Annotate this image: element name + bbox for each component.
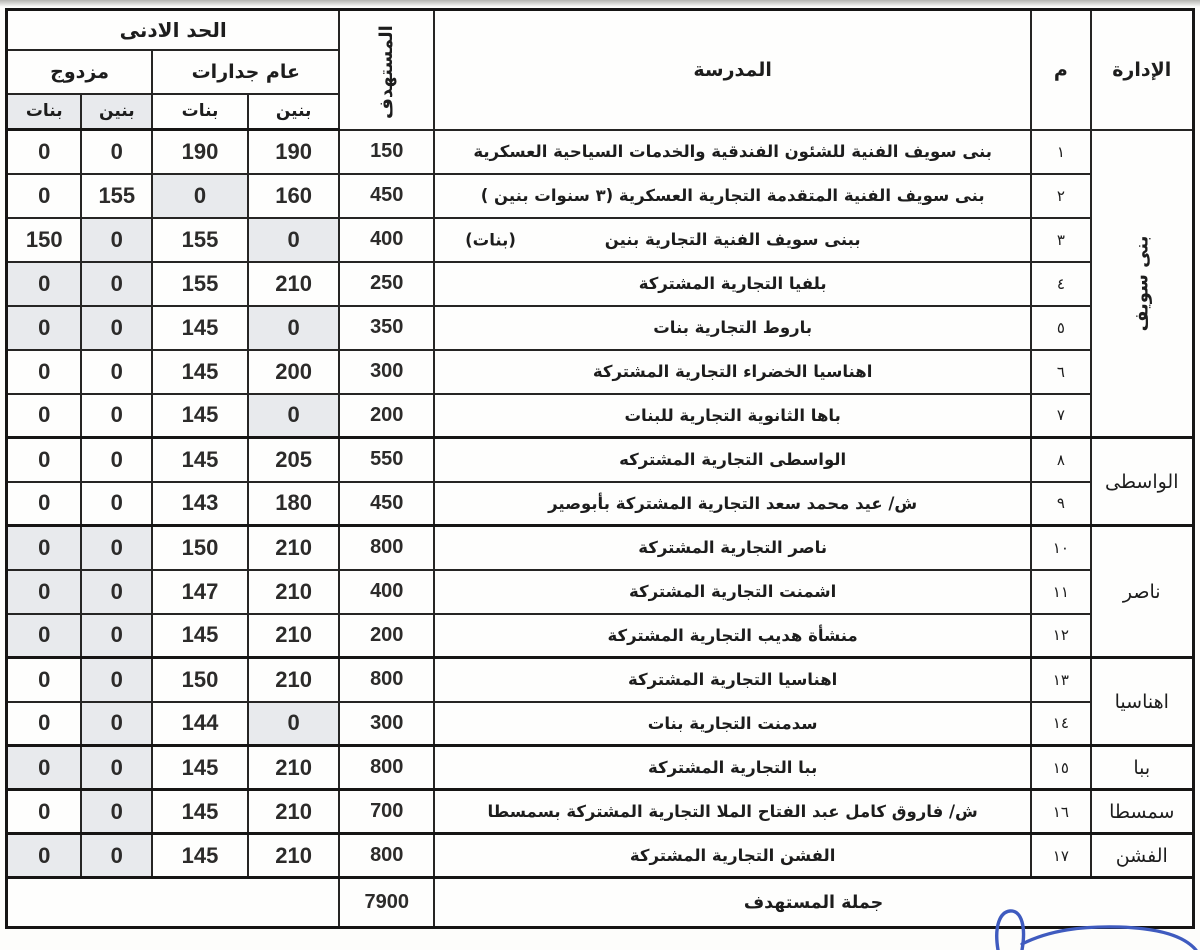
cell-dual-banat: 0 bbox=[7, 130, 82, 174]
table-row bbox=[7, 702, 1194, 746]
cell-am-banin: 205 bbox=[248, 438, 340, 482]
cell-jadarat-banat: 145 bbox=[152, 350, 248, 394]
header-dual-banin: بنين bbox=[81, 94, 152, 130]
cell-jadarat-banat: 145 bbox=[152, 746, 248, 790]
cell-am-banin: 0 bbox=[248, 218, 340, 262]
cell-dual-banin: 0 bbox=[81, 790, 152, 834]
cell-row-number: ١٢ bbox=[1031, 614, 1090, 658]
cell-dual-banin: 0 bbox=[81, 394, 152, 438]
cell-dual-banat: 0 bbox=[7, 262, 82, 306]
total-row bbox=[7, 878, 1194, 928]
cell-dual-banin: 0 bbox=[81, 482, 152, 526]
cell-school-name: ناصر التجارية المشتركة bbox=[434, 526, 1031, 570]
cell-row-number: ٣ bbox=[1031, 218, 1090, 262]
header-school: المدرسة bbox=[434, 10, 1031, 130]
cell-jadarat-banat: 147 bbox=[152, 570, 248, 614]
cell-am-banin: 0 bbox=[248, 394, 340, 438]
cell-row-number: ١٥ bbox=[1031, 746, 1090, 790]
cell-dual-banin: 0 bbox=[81, 834, 152, 878]
cell-row-number: ٧ bbox=[1031, 394, 1090, 438]
cell-am-banin: 210 bbox=[248, 570, 340, 614]
cell-dual-banat: 0 bbox=[7, 614, 82, 658]
cell-jadarat-banat: 145 bbox=[152, 834, 248, 878]
cell-school-name: ش/ فاروق كامل عبد الفتاح الملا التجارية المشتركة بسمسطا bbox=[434, 790, 1031, 834]
table-row bbox=[7, 746, 1194, 790]
cell-row-number: ٩ bbox=[1031, 482, 1090, 526]
cell-dual-banin: 0 bbox=[81, 306, 152, 350]
cell-dual-banin: 0 bbox=[81, 218, 152, 262]
cell-dual-banat: 0 bbox=[7, 438, 82, 482]
cell-row-number: ١٦ bbox=[1031, 790, 1090, 834]
cell-row-number: ١٧ bbox=[1031, 834, 1090, 878]
cell-dual-banin: 0 bbox=[81, 262, 152, 306]
cell-dual-banin: 0 bbox=[81, 526, 152, 570]
cell-row-number: ١٤ bbox=[1031, 702, 1090, 746]
table-row bbox=[7, 394, 1194, 438]
cell-dual-banat: 0 bbox=[7, 482, 82, 526]
header-no: م bbox=[1031, 10, 1090, 130]
table-row bbox=[7, 350, 1194, 394]
cell-dual-banat: 0 bbox=[7, 306, 82, 350]
admin-group-cell: ناصر bbox=[1091, 526, 1194, 658]
cell-target: 200 bbox=[339, 614, 434, 658]
cell-row-number: ٤ bbox=[1031, 262, 1090, 306]
admin-group-label: بنى سويف bbox=[1131, 235, 1153, 332]
table-row bbox=[7, 526, 1194, 570]
cell-target: 450 bbox=[339, 482, 434, 526]
cell-dual-banat: 0 bbox=[7, 702, 82, 746]
cell-dual-banin: 0 bbox=[81, 130, 152, 174]
total-label: جملة المستهدف bbox=[434, 878, 1193, 928]
cell-target: 450 bbox=[339, 174, 434, 218]
header-jadarat-banat: بنات bbox=[152, 94, 248, 130]
cell-jadarat-banat: 190 bbox=[152, 130, 248, 174]
admin-group-cell: الواسطى bbox=[1091, 438, 1194, 526]
cell-row-number: ١٣ bbox=[1031, 658, 1090, 702]
cell-am-banin: 200 bbox=[248, 350, 340, 394]
cell-dual-banin: 0 bbox=[81, 350, 152, 394]
table-row bbox=[7, 790, 1194, 834]
header-minimum: الحد الادنى bbox=[7, 10, 340, 50]
cell-dual-banat: 0 bbox=[7, 658, 82, 702]
cell-jadarat-banat: 0 bbox=[152, 174, 248, 218]
cell-target: 550 bbox=[339, 438, 434, 482]
header-target-label: المستهدف bbox=[376, 25, 398, 120]
cell-am-banin: 210 bbox=[248, 746, 340, 790]
cell-row-number: ٦ bbox=[1031, 350, 1090, 394]
cell-dual-banin: 0 bbox=[81, 570, 152, 614]
cell-am-banin: 210 bbox=[248, 614, 340, 658]
cell-jadarat-banat: 144 bbox=[152, 702, 248, 746]
scan-edge-artifact bbox=[0, 0, 1200, 7]
cell-school-name: الواسطى التجارية المشتركه bbox=[434, 438, 1031, 482]
cell-jadarat-banat: 150 bbox=[152, 526, 248, 570]
header-admin: الإدارة bbox=[1091, 10, 1194, 130]
cell-school-name: ببنى سويف الفنية التجارية بنين (بنات) bbox=[434, 218, 1031, 262]
cell-school-name: ش/ عيد محمد سعد التجارية المشتركة بأبوصير bbox=[434, 482, 1031, 526]
admin-group-cell: ببا bbox=[1091, 746, 1194, 790]
cell-target: 250 bbox=[339, 262, 434, 306]
cell-target: 300 bbox=[339, 702, 434, 746]
cell-target: 800 bbox=[339, 526, 434, 570]
cell-dual-banat: 150 bbox=[7, 218, 82, 262]
cell-am-banin: 0 bbox=[248, 702, 340, 746]
table-row bbox=[7, 658, 1194, 702]
cell-dual-banat: 0 bbox=[7, 526, 82, 570]
cell-jadarat-banat: 155 bbox=[152, 262, 248, 306]
admin-group-cell bbox=[1091, 130, 1194, 438]
cell-target: 800 bbox=[339, 746, 434, 790]
cell-jadarat-banat: 145 bbox=[152, 790, 248, 834]
table-row bbox=[7, 262, 1194, 306]
header-dual-banat: بنات bbox=[7, 94, 82, 130]
cell-am-banin: 210 bbox=[248, 526, 340, 570]
cell-school-name: منشأة هديب التجارية المشتركة bbox=[434, 614, 1031, 658]
cell-target: 150 bbox=[339, 130, 434, 174]
table-row bbox=[7, 218, 1194, 262]
table-row bbox=[7, 614, 1194, 658]
cell-row-number: ٨ bbox=[1031, 438, 1090, 482]
cell-dual-banin: 0 bbox=[81, 614, 152, 658]
cell-dual-banin: 155 bbox=[81, 174, 152, 218]
cell-dual-banat: 0 bbox=[7, 350, 82, 394]
cell-am-banin: 180 bbox=[248, 482, 340, 526]
cell-row-number: ٢ bbox=[1031, 174, 1090, 218]
header-am-banin: بنين bbox=[248, 94, 340, 130]
table-row bbox=[7, 482, 1194, 526]
table-row bbox=[7, 834, 1194, 878]
cell-school-name: باها الثانوية التجارية للبنات bbox=[434, 394, 1031, 438]
admin-group-cell: اهناسيا bbox=[1091, 658, 1194, 746]
cell-school-name: بنى سويف الفنية المتقدمة التجارية العسكرية (٣ سنوات بنين ) bbox=[434, 174, 1031, 218]
cell-row-number: ١١ bbox=[1031, 570, 1090, 614]
cell-dual-banat: 0 bbox=[7, 834, 82, 878]
cell-jadarat-banat: 150 bbox=[152, 658, 248, 702]
cell-school-name: ببا التجارية المشتركة bbox=[434, 746, 1031, 790]
cell-target: 400 bbox=[339, 570, 434, 614]
header-group-am-jadarat: عام جدارات bbox=[152, 50, 339, 94]
cell-target: 800 bbox=[339, 834, 434, 878]
cell-am-banin: 0 bbox=[248, 306, 340, 350]
cell-school-name: بلفيا التجارية المشتركة bbox=[434, 262, 1031, 306]
cell-school-name: الفشن التجارية المشتركة bbox=[434, 834, 1031, 878]
cell-am-banin: 210 bbox=[248, 834, 340, 878]
cell-dual-banat: 0 bbox=[7, 570, 82, 614]
targets-table bbox=[5, 8, 1195, 929]
cell-target: 700 bbox=[339, 790, 434, 834]
cell-school-name: اشمنت التجارية المشتركة bbox=[434, 570, 1031, 614]
cell-dual-banin: 0 bbox=[81, 438, 152, 482]
cell-jadarat-banat: 145 bbox=[152, 394, 248, 438]
cell-jadarat-banat: 143 bbox=[152, 482, 248, 526]
cell-am-banin: 210 bbox=[248, 790, 340, 834]
cell-dual-banat: 0 bbox=[7, 174, 82, 218]
cell-row-number: ١ bbox=[1031, 130, 1090, 174]
admin-group-cell: الفشن bbox=[1091, 834, 1194, 878]
table-row bbox=[7, 438, 1194, 482]
cell-jadarat-banat: 145 bbox=[152, 614, 248, 658]
cell-school-name: بنى سويف الفنية للشئون الفندقية والخدمات السياحية العسكرية bbox=[434, 130, 1031, 174]
table-row bbox=[7, 306, 1194, 350]
cell-target: 800 bbox=[339, 658, 434, 702]
cell-jadarat-banat: 145 bbox=[152, 438, 248, 482]
cell-dual-banat: 0 bbox=[7, 746, 82, 790]
total-target-value: 7900 bbox=[339, 878, 434, 928]
cell-am-banin: 160 bbox=[248, 174, 340, 218]
cell-dual-banin: 0 bbox=[81, 702, 152, 746]
cell-target: 400 bbox=[339, 218, 434, 262]
cell-dual-banat: 0 bbox=[7, 790, 82, 834]
cell-am-banin: 210 bbox=[248, 262, 340, 306]
cell-dual-banin: 0 bbox=[81, 746, 152, 790]
admin-group-cell: سمسطا bbox=[1091, 790, 1194, 834]
total-empty-cell bbox=[7, 878, 340, 928]
cell-school-name: سدمنت التجارية بنات bbox=[434, 702, 1031, 746]
cell-target: 350 bbox=[339, 306, 434, 350]
table-row bbox=[7, 130, 1194, 174]
cell-target: 300 bbox=[339, 350, 434, 394]
table-row bbox=[7, 570, 1194, 614]
cell-row-number: ٥ bbox=[1031, 306, 1090, 350]
header-target bbox=[339, 10, 434, 130]
cell-jadarat-banat: 155 bbox=[152, 218, 248, 262]
cell-dual-banin: 0 bbox=[81, 658, 152, 702]
cell-dual-banat: 0 bbox=[7, 394, 82, 438]
cell-school-name: اهناسيا التجارية المشتركة bbox=[434, 658, 1031, 702]
table-row bbox=[7, 174, 1194, 218]
cell-row-number: ١٠ bbox=[1031, 526, 1090, 570]
cell-am-banin: 210 bbox=[248, 658, 340, 702]
header-group-dual: مزدوج bbox=[7, 50, 153, 94]
school-name-note: (بنات) bbox=[465, 230, 516, 249]
cell-school-name: اهناسيا الخضراء التجارية المشتركة bbox=[434, 350, 1031, 394]
cell-am-banin: 190 bbox=[248, 130, 340, 174]
cell-target: 200 bbox=[339, 394, 434, 438]
cell-jadarat-banat: 145 bbox=[152, 306, 248, 350]
cell-school-name: باروط التجارية بنات bbox=[434, 306, 1031, 350]
